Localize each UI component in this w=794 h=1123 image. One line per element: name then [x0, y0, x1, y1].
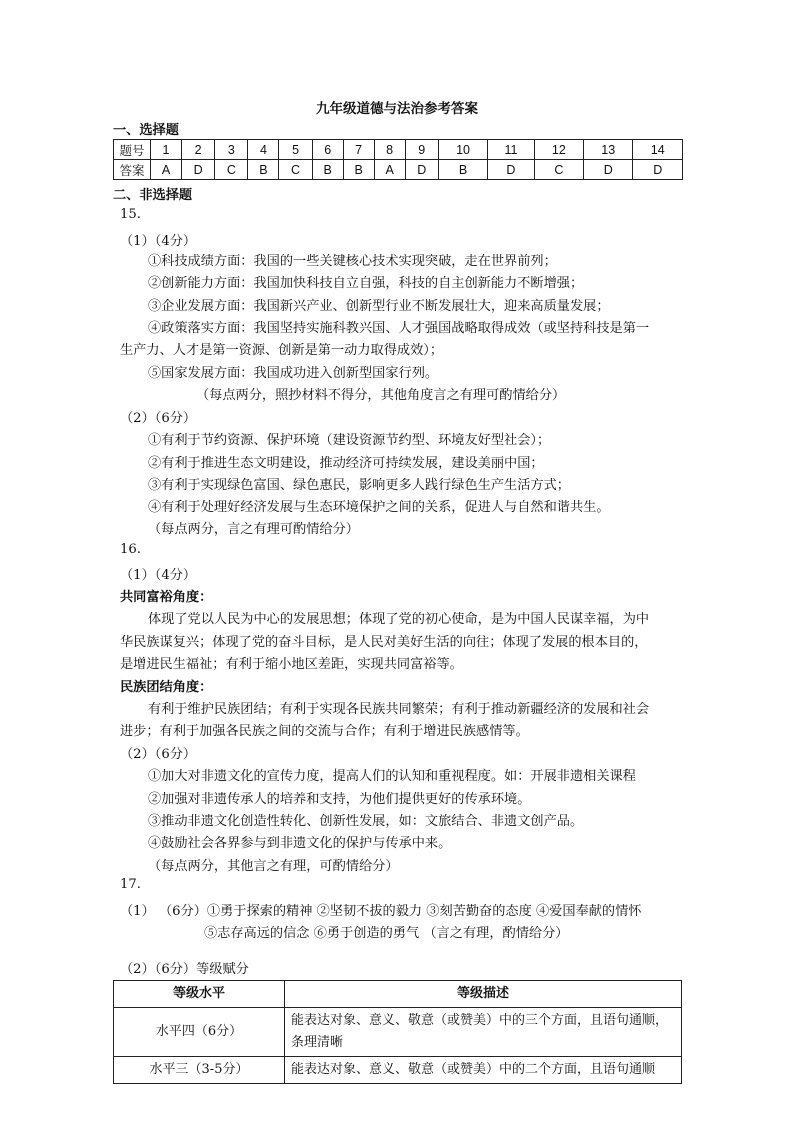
grade-description-cell: 能表达对象、意义、敬意（或赞美）中的三个方面，且语句通顺，条理清晰 [285, 1008, 682, 1057]
table-cell: B [312, 160, 343, 180]
perspective-heading: 民族团结角度： [120, 680, 213, 695]
scoring-note: （每点两分，照抄材料不得分，其他角度言之有理可酌情给分） [196, 388, 566, 403]
table-cell: D [405, 160, 438, 180]
table-header-row [114, 981, 682, 1008]
table-cell: 6 [312, 140, 343, 160]
table-cell: 2 [181, 140, 214, 160]
table-cell: 7 [343, 140, 374, 160]
answer-line: ②创新能力方面：我国加快科技自立自强，科技的自主创新能力不断增强； [148, 276, 584, 291]
answer-line: ③有利于实现绿色富国、绿色惠民，影响更多人践行绿色生产生活方式； [148, 478, 570, 493]
row-label-number: 题号 [114, 140, 151, 160]
answer-line: 生产力、人才是第一资源、创新是第一动力取得成效）； [120, 343, 444, 358]
question-number: 17. [120, 877, 141, 892]
table-cell: A [374, 160, 405, 180]
answer-line: ①加大对非遗文化的宣传力度，提高人们的认知和重视程度。如：开展非遗相关课程 [148, 769, 636, 784]
table-cell: D [633, 160, 683, 180]
question-number: 15. [120, 207, 141, 222]
table-row [114, 1008, 682, 1057]
table-cell: B [438, 160, 487, 180]
answer-line: ⑤志存高远的信念 ⑥勇于创造的勇气 （言之有理，酌情给分） [204, 926, 569, 941]
table-cell: 14 [633, 140, 683, 160]
question-number-row [114, 140, 683, 160]
answer-line: 进步；有利于加强各民族之间的交流与合作；有利于增进民族感情等。 [120, 724, 529, 739]
scoring-note: （每点两分，其他言之有理，可酌情给分） [148, 859, 399, 874]
table-cell: 12 [534, 140, 583, 160]
table-cell: 11 [488, 140, 534, 160]
answer-line: ③企业发展方面：我国新兴产业、创新型行业不断发展壮大，迎来高质量发展； [148, 299, 610, 314]
sub-question-label: （2）（6分） [120, 747, 197, 762]
page-title: 九年级道德与法治参考答案 [316, 101, 478, 117]
grade-description-cell: 能表达对象、意义、敬意（或赞美）中的二个方面，且语句通顺 [285, 1057, 682, 1084]
answer-row [114, 160, 683, 180]
answer-line: ④有利于处理好经济发展与生态环境保护之间的关系，促进人与自然和谐共生。 [148, 500, 610, 515]
section-heading-nonchoice: 二、非选择题 [113, 188, 193, 203]
answer-line: ①科技成绩方面：我国的一些关键核心技术实现突破，走在世界前列； [148, 254, 557, 269]
answer-line: ③推动非遗文化创造性转化、创新性发展，如：文旅结合、非遗文创产品。 [148, 814, 584, 829]
sub-question-label: （2）（6分） [120, 411, 197, 426]
answer-line: ①有利于节约资源、保护环境（建设资源节约型、环境友好型社会）； [148, 433, 551, 448]
sub-question-label: （1）（4分） [120, 568, 197, 583]
answer-line: 华民族谋复兴；体现了党的奋斗目标，是人民对美好生活的向往；体现了发展的根本目的， [120, 635, 648, 650]
answer-line: 是增进民生福祉；有利于缩小地区差距，实现共同富裕等。 [120, 657, 463, 672]
multiple-choice-answer-table [113, 139, 683, 180]
answer-line: ②有利于推进生态文明建设，推动经济可持续发展，建设美丽中国； [148, 456, 544, 471]
table-cell: D [181, 160, 214, 180]
table-cell: 10 [438, 140, 487, 160]
answer-line: ④鼓励社会各界参与到非遗文化的保护与传承中来。 [148, 836, 452, 851]
grade-level-cell: 水平四（6分） [114, 1008, 285, 1057]
table-cell: B [343, 160, 374, 180]
answer-line: ②加强对非遗传承人的培养和支持，为他们提供更好的传承环境。 [148, 792, 531, 807]
answer-line: 有利于维护民族团结；有利于实现各民族共同繁荣；有利于推动新疆经济的发展和社会 [148, 702, 650, 717]
column-header-level: 等级水平 [114, 981, 285, 1008]
table-cell: 13 [584, 140, 633, 160]
column-header-description: 等级描述 [285, 981, 682, 1008]
table-cell: B [248, 160, 279, 180]
answer-line: ④政策落实方面：我国坚持实施科教兴国、人才强国战略取得成效（或坚持科技是第一 [148, 321, 650, 336]
answer-line: ⑤国家发展方面：我国成功进入创新型国家行列。 [148, 366, 439, 381]
table-cell: 9 [405, 140, 438, 160]
table-cell: C [279, 160, 312, 180]
grade-level-cell: 水平三（3-5分） [114, 1057, 285, 1084]
table-cell: D [488, 160, 534, 180]
row-label-answer: 答案 [114, 160, 151, 180]
answer-line: 体现了党以人民为中心的发展思想；体现了党的初心使命，是为中国人民谋幸福，为中 [148, 612, 650, 627]
scoring-note: （每点两分，言之有理可酌情给分） [148, 522, 359, 537]
table-row [114, 1057, 682, 1084]
sub-question-label: （2）（6分）等级赋分 [120, 962, 249, 977]
table-cell: 5 [279, 140, 312, 160]
perspective-heading: 共同富裕角度： [120, 590, 213, 605]
question-number: 16. [120, 542, 141, 557]
sub-question-label: （1）（4分） [120, 234, 197, 249]
table-cell: A [151, 160, 182, 180]
table-cell: 1 [151, 140, 182, 160]
table-cell: 3 [215, 140, 248, 160]
table-cell: D [584, 160, 633, 180]
section-heading-choice: 一、选择题 [113, 123, 179, 138]
table-cell: 8 [374, 140, 405, 160]
table-cell: C [534, 160, 583, 180]
table-cell: C [215, 160, 248, 180]
grading-rubric-table [113, 980, 682, 1084]
answer-line: （1） （6分）①勇于探索的精神 ②坚韧不拔的毅力 ③刻苦勤奋的态度 ④爱国奉献的情怀 [120, 904, 642, 919]
table-cell: 4 [248, 140, 279, 160]
